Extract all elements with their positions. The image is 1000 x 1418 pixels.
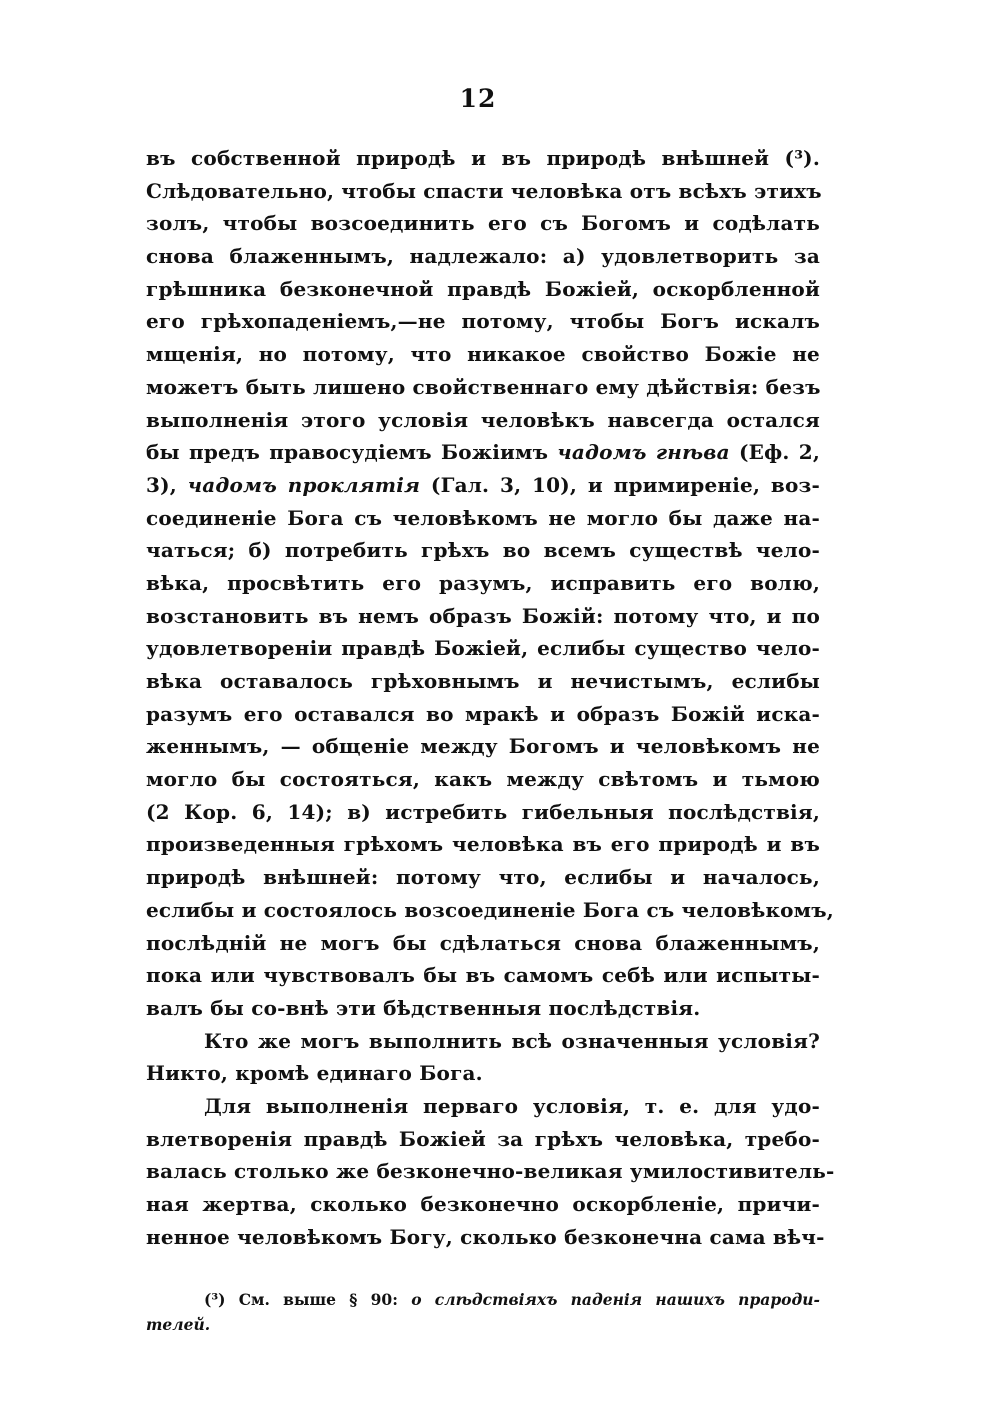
text-line bbox=[146, 698, 820, 731]
footnote bbox=[146, 1287, 820, 1337]
text-line bbox=[146, 796, 820, 829]
text-line bbox=[146, 959, 820, 992]
text-segment: Для выполненія перваго условія, т. е. для удо- bbox=[204, 1093, 820, 1118]
footnote-line bbox=[146, 1312, 820, 1337]
text-line bbox=[146, 305, 820, 338]
text-line bbox=[146, 273, 820, 306]
text-segment: снова блаженнымъ, надлежало: а) удовлетворить за bbox=[146, 244, 820, 269]
text-line bbox=[146, 763, 820, 796]
text-line bbox=[146, 1123, 820, 1156]
text-line bbox=[146, 1188, 820, 1221]
text-segment: вѣка оставалось грѣховнымъ и нечистымъ, еслибы bbox=[146, 669, 820, 693]
text-segment: послѣдній не могъ бы сдѣлаться снова блаженнымъ, bbox=[146, 930, 820, 955]
text-segment: женнымъ, — общеніе между Богомъ и человѣкомъ не bbox=[146, 734, 820, 759]
text-segment: (2 Кор. 6, 14); в) истребить гибельныя послѣдствія, bbox=[146, 799, 820, 824]
text-segment: произведенныя грѣхомъ человѣка въ его природѣ и въ bbox=[146, 832, 820, 857]
text-segment: валъ бы со-внѣ эти бѣдственныя послѣдствія. bbox=[146, 995, 701, 1020]
text-line bbox=[146, 861, 820, 894]
text-line bbox=[146, 469, 820, 502]
text-segment: ненное человѣкомъ Богу, сколько безконечна сама вѣч- bbox=[146, 1224, 825, 1249]
text-segment: 3), bbox=[146, 472, 188, 497]
text-segment: Слѣдовательно, чтобы спасти человѣка отъ всѣхъ этихъ bbox=[146, 178, 822, 203]
text-line bbox=[146, 502, 820, 535]
text-line bbox=[146, 567, 820, 600]
text-segment: еслибы и состоялось возсоединеніе Бога съ человѣкомъ, bbox=[146, 897, 834, 922]
text-line bbox=[146, 894, 834, 927]
text-segment: (³) См. выше § 90: bbox=[204, 1290, 412, 1309]
text-line bbox=[146, 992, 820, 1025]
text-line bbox=[146, 730, 820, 763]
text-segment: (Еф. 2, bbox=[729, 440, 820, 465]
book-page bbox=[128, 70, 835, 1370]
text-segment: въ собственной природѣ и въ природѣ внѣшней (³). bbox=[146, 146, 820, 170]
text-line bbox=[146, 534, 820, 567]
text-segment: чаться; б) потребить грѣхъ во всемъ существѣ чело- bbox=[146, 538, 820, 563]
text-line bbox=[146, 828, 820, 861]
text-line bbox=[146, 1057, 820, 1090]
text-segment: влетворенія правдѣ Божіей за грѣхъ человѣка, требо- bbox=[146, 1126, 820, 1151]
text-line bbox=[146, 207, 820, 240]
page-number: 12 bbox=[459, 84, 497, 113]
text-line bbox=[146, 1155, 835, 1188]
text-line bbox=[146, 240, 820, 273]
text-line bbox=[146, 665, 820, 698]
text-segment: удовлетвореніи правдѣ Божіей, еслибы существо чело- bbox=[146, 636, 820, 661]
text-segment: мщенія, но потому, что никакое свойство Божіе не bbox=[146, 342, 820, 367]
italic-text: о слѣдствіяхъ паденія нашихъ прароди- bbox=[411, 1290, 820, 1309]
footnote-line bbox=[146, 1287, 820, 1312]
text-segment: природѣ внѣшней: потому что, еслибы и началось, bbox=[146, 865, 820, 890]
text-line bbox=[146, 175, 820, 208]
text-segment: возстановить въ немъ образъ Божій: потому что, и по bbox=[146, 603, 820, 628]
italic-text: телей. bbox=[146, 1315, 211, 1334]
text-segment: (Гал. 3, 10), и примиреніе, воз- bbox=[420, 472, 820, 497]
text-segment: валась столько же безконечно-великая умилостивитель- bbox=[146, 1159, 835, 1184]
text-line bbox=[146, 600, 820, 633]
text-segment: вѣка, просвѣтить его разумъ, исправить его волю, bbox=[146, 570, 820, 595]
text-line bbox=[146, 338, 820, 371]
text-segment: выполненія этого условія человѣкъ навсегда остался bbox=[146, 407, 820, 432]
text-segment: его грѣхопаденіемъ,—не потому, чтобы Богъ искалъ bbox=[146, 309, 820, 334]
text-segment: золъ, чтобы возсоединить его съ Богомъ и содѣлать bbox=[146, 211, 820, 236]
text-line bbox=[146, 404, 820, 437]
text-line bbox=[146, 632, 820, 665]
text-line bbox=[146, 142, 820, 175]
text-segment: соединеніе Бога съ человѣкомъ не могло бы даже на- bbox=[146, 505, 820, 530]
text-line bbox=[146, 1025, 820, 1058]
text-segment: пока или чувствовалъ бы въ самомъ себѣ или испыты- bbox=[146, 963, 820, 988]
italic-text: чадомъ проклятія bbox=[187, 472, 421, 497]
text-segment: можетъ быть лишено свойственнаго ему дѣйствія: безъ bbox=[146, 374, 821, 399]
body-text bbox=[146, 142, 835, 1253]
italic-text: чадомъ гнѣва bbox=[557, 440, 730, 465]
text-segment: Никто, кромѣ единаго Бога. bbox=[146, 1061, 483, 1086]
text-segment: разумъ его оставался во мракѣ и образъ Божій иска- bbox=[146, 701, 820, 726]
text-segment: ная жертва, сколько безконечно оскорбленіе, причи- bbox=[146, 1192, 820, 1216]
text-segment: Кто же могъ выполнить всѣ означенныя условія? bbox=[204, 1028, 820, 1053]
text-line bbox=[146, 1221, 825, 1254]
text-line bbox=[146, 371, 820, 404]
text-line bbox=[146, 436, 820, 469]
text-segment: бы предъ правосудіемъ Божіимъ bbox=[146, 440, 558, 465]
text-segment: могло бы состояться, какъ между свѣтомъ и тьмою bbox=[146, 767, 820, 792]
text-line bbox=[146, 927, 820, 960]
text-line bbox=[146, 1090, 820, 1123]
text-segment: грѣшника безконечной правдѣ Божіей, оскорбленной bbox=[146, 276, 820, 301]
